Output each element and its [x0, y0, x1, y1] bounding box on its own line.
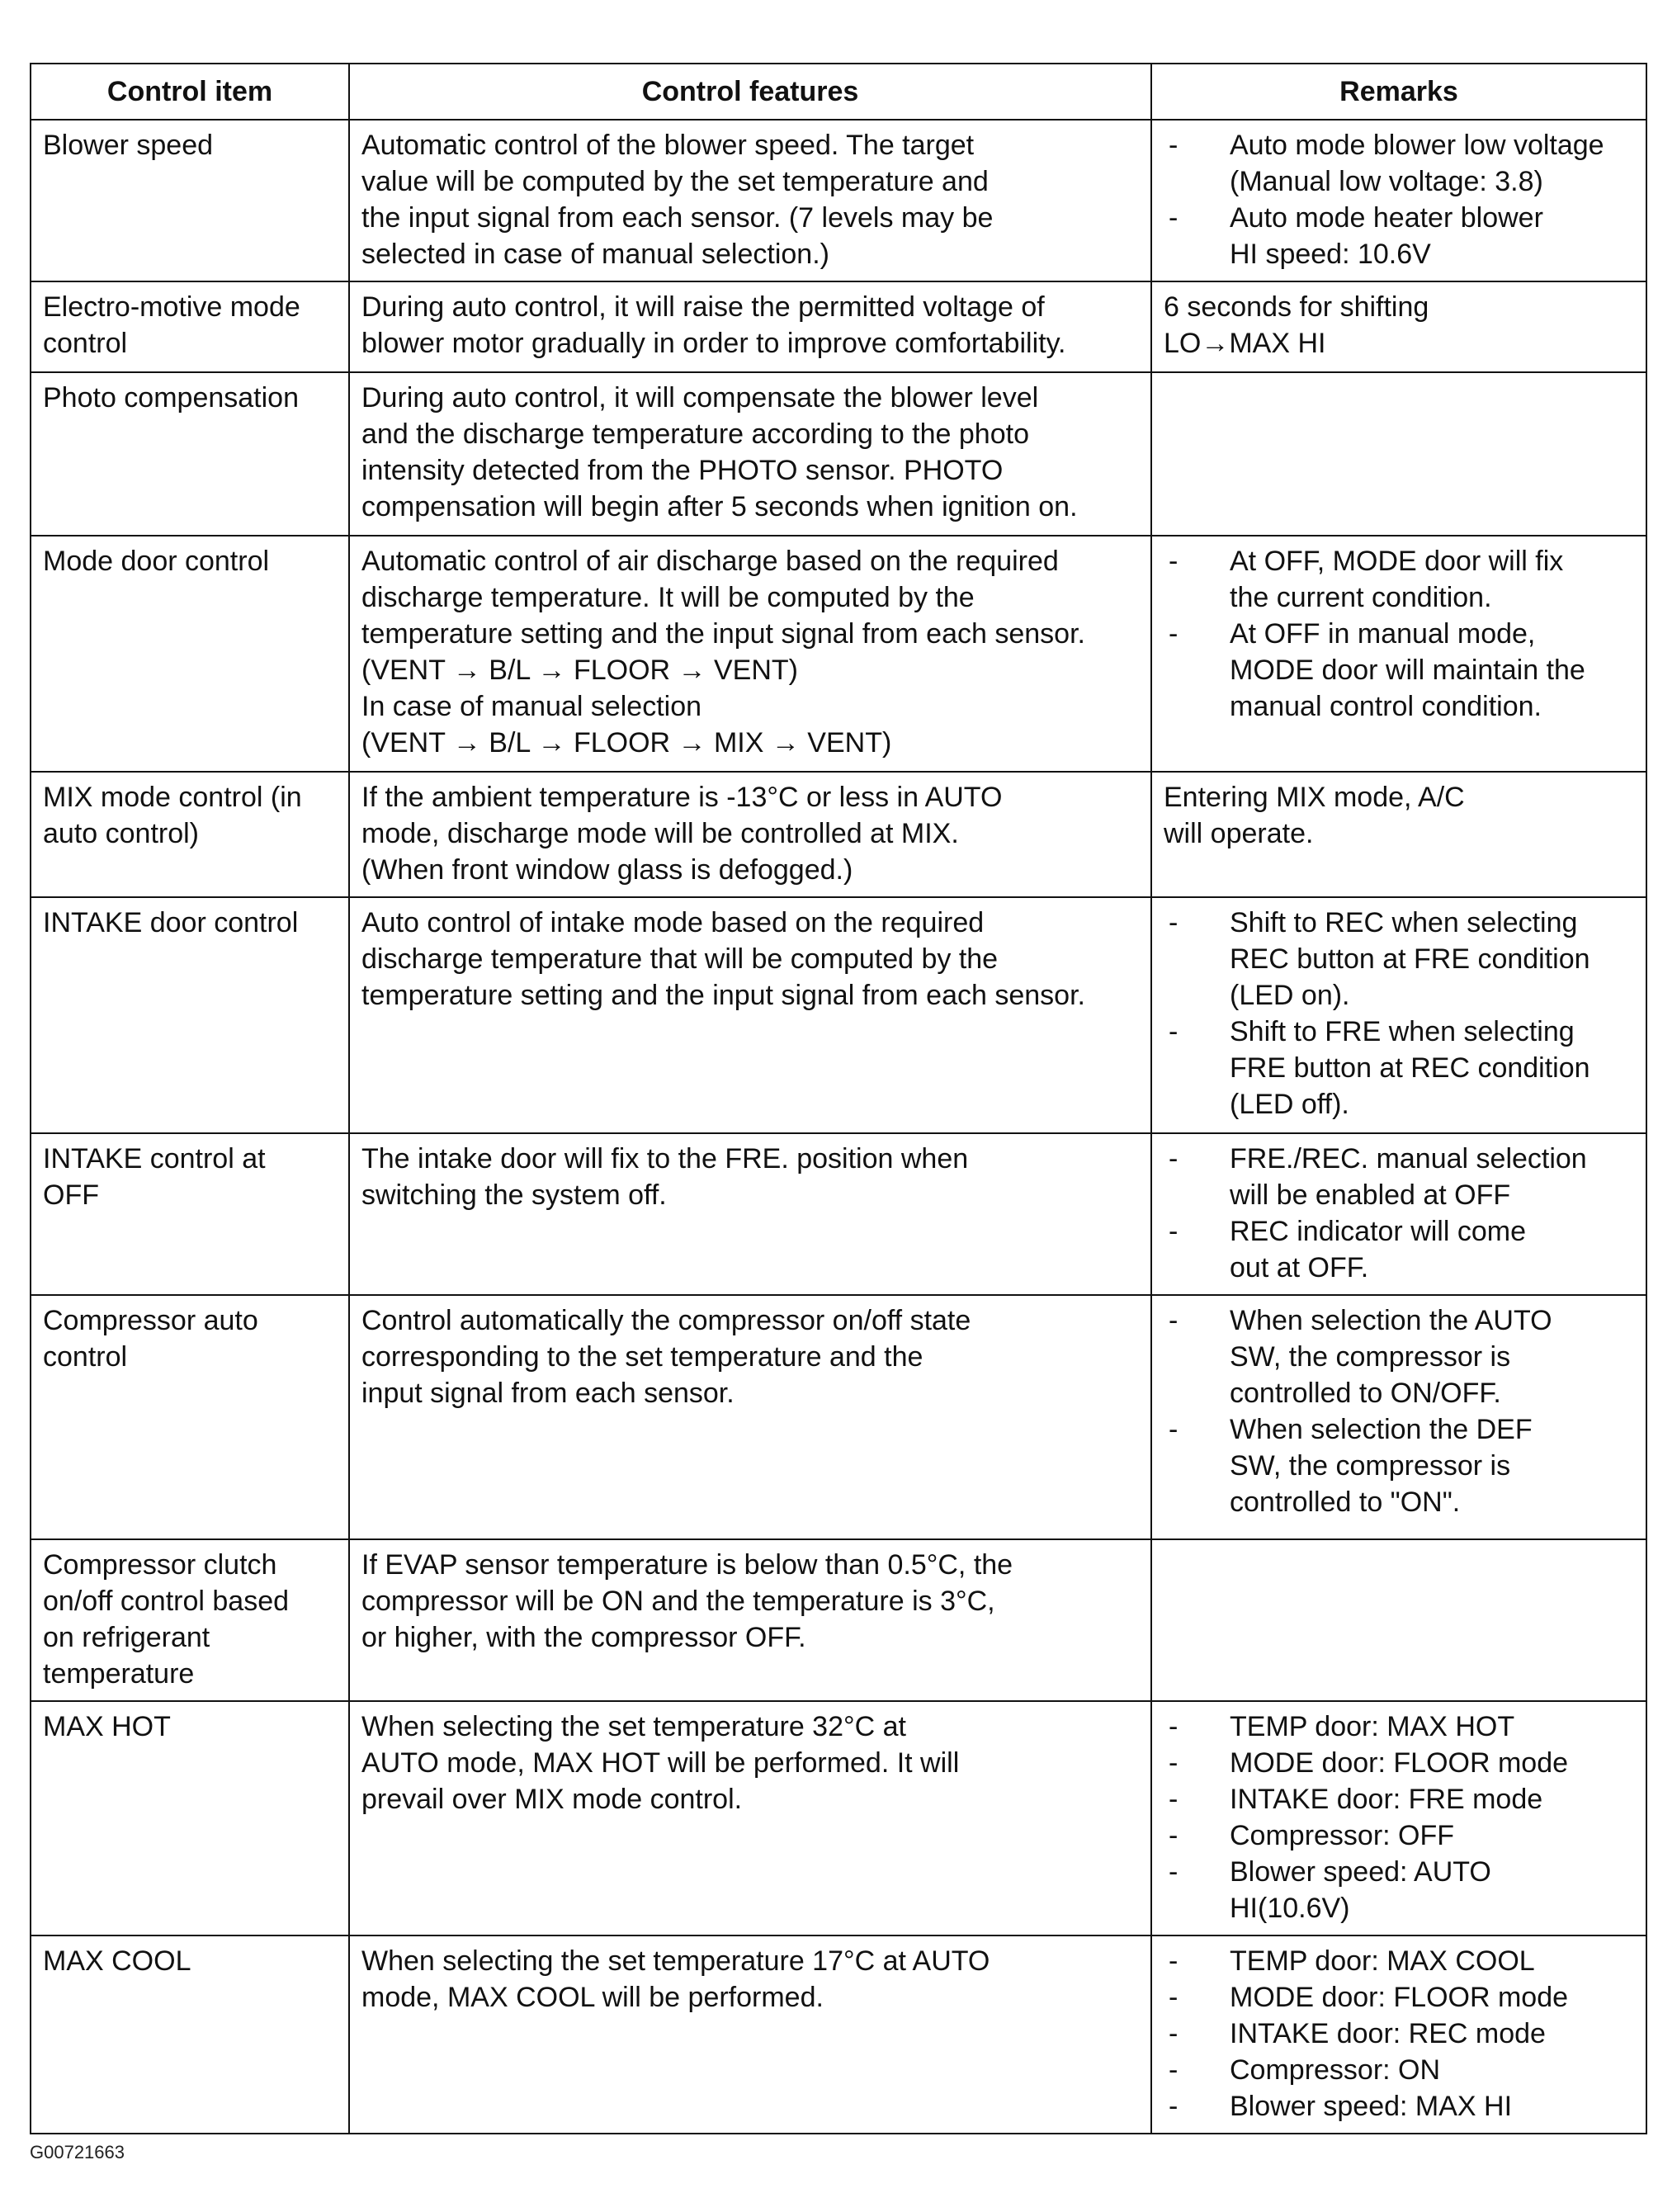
- table-row: [31, 1133, 1646, 1295]
- remark-text: Shift to FRE when selecting: [1230, 1016, 1575, 1047]
- control-feature-text: discharge temperature. It will be computed by the: [361, 582, 975, 613]
- control-item-text: MAX COOL: [43, 1945, 191, 1977]
- bullet-dash-icon: -: [1169, 1143, 1179, 1175]
- remarks-cell: [1151, 897, 1646, 1133]
- control-item-text: MIX mode control (in: [43, 782, 302, 813]
- control-features-cell: [349, 1701, 1151, 1936]
- remark-text: LO→MAX HI: [1164, 328, 1326, 359]
- control-feature-text: The intake door will fix to the FRE. position when: [361, 1143, 969, 1175]
- control-feature-text: During auto control, it will compensate the blower level: [361, 382, 1039, 414]
- control-item-text: OFF: [43, 1179, 99, 1211]
- remarks-list: [1164, 1141, 1636, 1286]
- remark-item: [1164, 1943, 1636, 1979]
- remark-text: At OFF, MODE door will fix: [1230, 546, 1564, 577]
- control-feature-text: mode, discharge mode will be controlled at MIX.: [361, 818, 959, 849]
- control-item-text: Compressor auto: [43, 1305, 258, 1336]
- remark-item: [1164, 1213, 1636, 1286]
- control-item-text: Photo compensation: [43, 382, 299, 414]
- control-features-cell: [349, 536, 1151, 772]
- bullet-dash-icon: -: [1169, 2054, 1179, 2086]
- remark-text: (LED off).: [1230, 1089, 1349, 1120]
- control-feature-text: When selecting the set temperature 17°C at AUTO: [361, 1945, 990, 1977]
- control-feature-text: compensation will begin after 5 seconds when ignition on.: [361, 491, 1078, 522]
- control-feature-text: (VENT → B/L → FLOOR → VENT): [361, 655, 798, 686]
- control-feature-text: Control automatically the compressor on/off state: [361, 1305, 971, 1336]
- control-spec-sheet: [30, 63, 1646, 2134]
- control-item-cell: [31, 1701, 349, 1936]
- control-spec-table: [30, 63, 1647, 2134]
- control-item-cell: [31, 1539, 349, 1701]
- remark-text: FRE button at REC condition: [1230, 1052, 1590, 1084]
- remark-text: Entering MIX mode, A/C: [1164, 782, 1465, 813]
- control-item-cell: [31, 120, 349, 281]
- remark-text: TEMP door: MAX COOL: [1230, 1945, 1535, 1977]
- table-row: [31, 1295, 1646, 1539]
- control-features-cell: [349, 1133, 1151, 1295]
- remarks-cell: [1151, 1295, 1646, 1539]
- table-row: [31, 281, 1646, 372]
- control-feature-text: discharge temperature that will be computed by the: [361, 943, 999, 975]
- table-row: [31, 1539, 1646, 1701]
- control-item-cell: [31, 1133, 349, 1295]
- remark-text: Blower speed: MAX HI: [1230, 2091, 1513, 2122]
- control-item-text: Electro-motive mode: [43, 291, 300, 323]
- remark-text: (LED on).: [1230, 980, 1350, 1011]
- remark-text: At OFF in manual mode,: [1230, 618, 1536, 650]
- control-features-cell: [349, 1295, 1151, 1539]
- remark-item: [1164, 200, 1636, 272]
- remark-text: SW, the compressor is: [1230, 1450, 1511, 1482]
- control-item-cell: [31, 1295, 349, 1539]
- control-feature-text: prevail over MIX mode control.: [361, 1784, 743, 1815]
- remarks-cell: [1151, 372, 1646, 536]
- control-feature-text: selected in case of manual selection.): [361, 239, 829, 270]
- control-feature-text: AUTO mode, MAX HOT will be performed. It will: [361, 1747, 960, 1779]
- remark-item: [1164, 127, 1636, 200]
- remark-text: Compressor: ON: [1230, 2054, 1441, 2086]
- remarks-list: [1164, 1302, 1636, 1520]
- remark-text: Compressor: OFF: [1230, 1820, 1455, 1851]
- bullet-dash-icon: -: [1169, 907, 1179, 938]
- control-feature-text: corresponding to the set temperature and the: [361, 1341, 923, 1373]
- control-feature-text: If the ambient temperature is -13°C or less in AUTO: [361, 782, 1003, 813]
- control-item-cell: [31, 772, 349, 897]
- bullet-dash-icon: -: [1169, 1820, 1179, 1851]
- control-item-text: on/off control based: [43, 1586, 290, 1617]
- remark-text: out at OFF.: [1230, 1252, 1369, 1283]
- control-item-cell: [31, 536, 349, 772]
- control-feature-text: If EVAP sensor temperature is below than 0.5°C, the: [361, 1549, 1013, 1581]
- remark-text: HI speed: 10.6V: [1230, 239, 1431, 270]
- control-item-cell: [31, 897, 349, 1133]
- remark-text: MODE door: FLOOR mode: [1230, 1982, 1569, 2013]
- control-item-text: on refrigerant: [43, 1622, 210, 1653]
- control-feature-text: During auto control, it will raise the permitted voltage of: [361, 291, 1045, 323]
- control-feature-text: and the discharge temperature according to the photo: [361, 418, 1029, 450]
- control-feature-text: In case of manual selection: [361, 691, 702, 722]
- control-features-cell: [349, 281, 1151, 372]
- header-remarks: Remarks: [1151, 64, 1646, 120]
- control-feature-text: mode, MAX COOL will be performed.: [361, 1982, 824, 2013]
- remark-text: TEMP door: MAX HOT: [1230, 1711, 1515, 1742]
- remark-text: Auto mode heater blower: [1230, 202, 1543, 234]
- control-item-cell: [31, 281, 349, 372]
- remark-item: [1164, 1781, 1636, 1817]
- control-feature-text: Automatic control of the blower speed. The target: [361, 130, 975, 161]
- remark-text: 6 seconds for shifting: [1164, 291, 1429, 323]
- bullet-dash-icon: -: [1169, 1711, 1179, 1742]
- control-feature-text: the input signal from each sensor. (7 levels may be: [361, 202, 994, 234]
- table-row: [31, 120, 1646, 281]
- remark-text: will operate.: [1164, 818, 1314, 849]
- control-item-text: auto control): [43, 818, 199, 849]
- remark-text: will be enabled at OFF: [1230, 1179, 1511, 1211]
- control-features-cell: [349, 772, 1151, 897]
- remarks-list: [1164, 543, 1636, 725]
- remarks-cell: [1151, 536, 1646, 772]
- control-item-text: Blower speed: [43, 130, 214, 161]
- remark-text: When selection the DEF: [1230, 1414, 1533, 1445]
- remark-text: Blower speed: AUTO: [1230, 1856, 1491, 1888]
- remark-text: (Manual low voltage: 3.8): [1230, 166, 1543, 197]
- remark-item: [1164, 1411, 1636, 1520]
- control-item-cell: [31, 372, 349, 536]
- bullet-dash-icon: -: [1169, 1747, 1179, 1779]
- bullet-dash-icon: -: [1169, 1982, 1179, 2013]
- bullet-dash-icon: -: [1169, 1945, 1179, 1977]
- table-row: [31, 1936, 1646, 2134]
- remark-text: the current condition.: [1230, 582, 1492, 613]
- remark-text: manual control condition.: [1230, 691, 1542, 722]
- control-item-text: MAX HOT: [43, 1711, 171, 1742]
- bullet-dash-icon: -: [1169, 2018, 1179, 2049]
- control-item-text: Compressor clutch: [43, 1549, 277, 1581]
- remark-item: [1164, 1854, 1636, 1926]
- control-feature-text: or higher, with the compressor OFF.: [361, 1622, 806, 1653]
- control-features-cell: [349, 120, 1151, 281]
- control-item-text: control: [43, 1341, 128, 1373]
- table-row: [31, 1701, 1646, 1936]
- remark-text: INTAKE door: FRE mode: [1230, 1784, 1543, 1815]
- remarks-cell: [1151, 772, 1646, 897]
- header-control-features: Control features: [349, 64, 1151, 120]
- remark-item: [1164, 1817, 1636, 1854]
- remarks-cell: [1151, 1133, 1646, 1295]
- remarks-cell: [1151, 1936, 1646, 2134]
- remark-item: [1164, 543, 1636, 616]
- remark-text: INTAKE door: REC mode: [1230, 2018, 1546, 2049]
- remarks-cell: [1151, 120, 1646, 281]
- bullet-dash-icon: -: [1169, 1016, 1179, 1047]
- bullet-dash-icon: -: [1169, 546, 1179, 577]
- remark-item: [1164, 2016, 1636, 2052]
- bullet-dash-icon: -: [1169, 1216, 1179, 1247]
- remark-text: controlled to "ON".: [1230, 1486, 1461, 1518]
- control-item-text: control: [43, 328, 128, 359]
- remark-text: controlled to ON/OFF.: [1230, 1378, 1501, 1409]
- bullet-dash-icon: -: [1169, 1784, 1179, 1815]
- header-control-item: Control item: [31, 64, 349, 120]
- remark-item: [1164, 1745, 1636, 1781]
- remarks-list: [1164, 1709, 1636, 1926]
- table-row: [31, 772, 1646, 897]
- remark-text: SW, the compressor is: [1230, 1341, 1511, 1373]
- control-feature-text: blower motor gradually in order to improve comfortability.: [361, 328, 1066, 359]
- remark-item: [1164, 1709, 1636, 1745]
- remarks-list: [1164, 1943, 1636, 2125]
- figure-id: G00721663: [30, 2142, 125, 2162]
- bullet-dash-icon: -: [1169, 130, 1179, 161]
- remarks-list: [1164, 127, 1636, 272]
- remark-text: HI(10.6V): [1230, 1893, 1350, 1924]
- control-feature-text: When selecting the set temperature 32°C at: [361, 1711, 906, 1742]
- remark-item: [1164, 2052, 1636, 2088]
- control-item-text: INTAKE door control: [43, 907, 299, 938]
- remark-text: MODE door: FLOOR mode: [1230, 1747, 1569, 1779]
- control-feature-text: input signal from each sensor.: [361, 1378, 735, 1409]
- remark-item: [1164, 1014, 1636, 1123]
- control-features-cell: [349, 1539, 1151, 1701]
- remark-item: [1164, 1141, 1636, 1213]
- control-feature-text: compressor will be ON and the temperature is 3°C,: [361, 1586, 995, 1617]
- remark-item: [1164, 905, 1636, 1014]
- control-feature-text: intensity detected from the PHOTO sensor. PHOTO: [361, 455, 1004, 486]
- control-item-cell: [31, 1936, 349, 2134]
- bullet-dash-icon: -: [1169, 2091, 1179, 2122]
- control-feature-text: Auto control of intake mode based on the required: [361, 907, 985, 938]
- bullet-dash-icon: -: [1169, 1305, 1179, 1336]
- control-item-text: Mode door control: [43, 546, 270, 577]
- table-row: [31, 536, 1646, 772]
- control-feature-text: (When front window glass is defogged.): [361, 854, 853, 886]
- remark-item: [1164, 616, 1636, 725]
- control-feature-text: Automatic control of air discharge based on the required: [361, 546, 1059, 577]
- bullet-dash-icon: -: [1169, 618, 1179, 650]
- table-row: [31, 897, 1646, 1133]
- remark-text: REC indicator will come: [1230, 1216, 1526, 1247]
- remarks-cell: [1151, 281, 1646, 372]
- remarks-cell: [1151, 1701, 1646, 1936]
- remark-item: [1164, 1302, 1636, 1411]
- control-feature-text: value will be computed by the set temperature and: [361, 166, 989, 197]
- remark-text: When selection the AUTO: [1230, 1305, 1552, 1336]
- control-item-text: temperature: [43, 1658, 195, 1690]
- table-row: [31, 372, 1646, 536]
- table-header-row: [31, 64, 1646, 120]
- control-features-cell: [349, 897, 1151, 1133]
- control-features-cell: [349, 372, 1151, 536]
- remark-text: MODE door will maintain the: [1230, 655, 1585, 686]
- remarks-cell: [1151, 1539, 1646, 1701]
- control-feature-text: switching the system off.: [361, 1179, 667, 1211]
- control-feature-text: (VENT → B/L → FLOOR → MIX → VENT): [361, 727, 892, 759]
- remark-text: Auto mode blower low voltage: [1230, 130, 1604, 161]
- control-features-cell: [349, 1936, 1151, 2134]
- control-item-text: INTAKE control at: [43, 1143, 266, 1175]
- remark-text: Shift to REC when selecting: [1230, 907, 1578, 938]
- remark-item: [1164, 2088, 1636, 2125]
- table-body: [31, 120, 1646, 2134]
- remark-text: FRE./REC. manual selection: [1230, 1143, 1587, 1175]
- bullet-dash-icon: -: [1169, 1856, 1179, 1888]
- remarks-list: [1164, 905, 1636, 1123]
- remark-text: REC button at FRE condition: [1230, 943, 1590, 975]
- control-feature-text: temperature setting and the input signal from each sensor.: [361, 618, 1085, 650]
- bullet-dash-icon: -: [1169, 202, 1179, 234]
- control-feature-text: temperature setting and the input signal from each sensor.: [361, 980, 1085, 1011]
- bullet-dash-icon: -: [1169, 1414, 1179, 1445]
- remark-item: [1164, 1979, 1636, 2016]
